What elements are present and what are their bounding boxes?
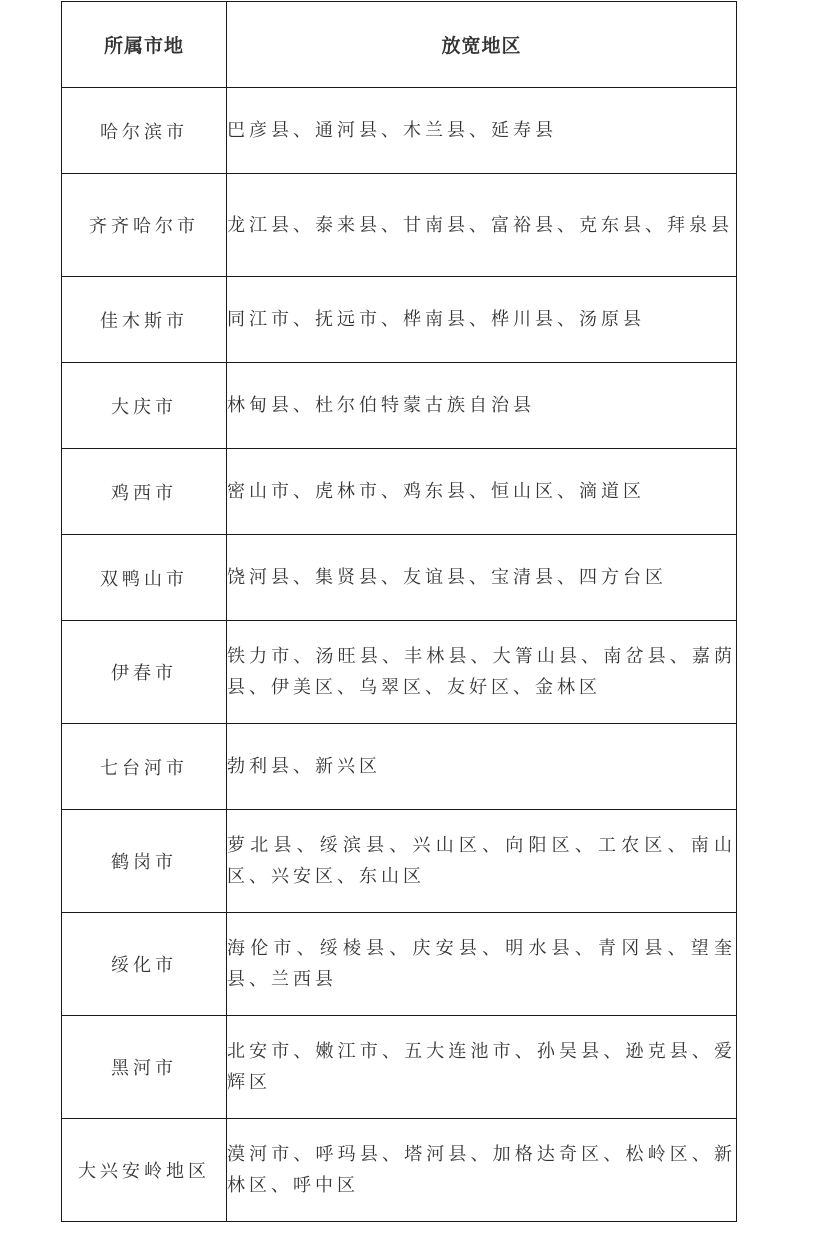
areas-cell: 萝北县、绥滨县、兴山区、向阳区、工农区、南山区、兴安区、东山区	[227, 810, 737, 913]
table-row	[62, 449, 737, 535]
table-row	[62, 363, 737, 449]
city-cell: 佳木斯市	[62, 277, 227, 363]
city-cell: 双鸭山市	[62, 535, 227, 621]
table-row	[62, 277, 737, 363]
areas-cell: 密山市、虎林市、鸡东县、恒山区、滴道区	[227, 449, 737, 535]
header-areas: 放宽地区	[227, 2, 737, 88]
region-table	[61, 1, 737, 1222]
areas-cell: 漠河市、呼玛县、塔河县、加格达奇区、松岭区、新林区、呼中区	[227, 1119, 737, 1222]
table-row	[62, 913, 737, 1016]
header-city: 所属市地	[62, 2, 227, 88]
areas-cell: 龙江县、泰来县、甘南县、富裕县、克东县、拜泉县	[227, 174, 737, 277]
table-row	[62, 88, 737, 174]
areas-cell: 林甸县、杜尔伯特蒙古族自治县	[227, 363, 737, 449]
areas-cell: 海伦市、绥棱县、庆安县、明水县、青冈县、望奎县、兰西县	[227, 913, 737, 1016]
table-row	[62, 810, 737, 913]
city-cell: 伊春市	[62, 621, 227, 724]
areas-cell: 饶河县、集贤县、友谊县、宝清县、四方台区	[227, 535, 737, 621]
city-cell: 绥化市	[62, 913, 227, 1016]
city-cell: 哈尔滨市	[62, 88, 227, 174]
table-row	[62, 1016, 737, 1119]
areas-cell: 巴彦县、通河县、木兰县、延寿县	[227, 88, 737, 174]
table-row	[62, 535, 737, 621]
city-cell: 鹤岗市	[62, 810, 227, 913]
table-row	[62, 1119, 737, 1222]
city-cell: 大兴安岭地区	[62, 1119, 227, 1222]
city-cell: 齐齐哈尔市	[62, 174, 227, 277]
areas-cell: 铁力市、汤旺县、丰林县、大箐山县、南岔县、嘉荫县、伊美区、乌翠区、友好区、金林区	[227, 621, 737, 724]
city-cell: 大庆市	[62, 363, 227, 449]
areas-cell: 同江市、抚远市、桦南县、桦川县、汤原县	[227, 277, 737, 363]
table-header-row	[62, 2, 737, 88]
table-row	[62, 621, 737, 724]
city-cell: 黑河市	[62, 1016, 227, 1119]
city-cell: 七台河市	[62, 724, 227, 810]
table-row	[62, 724, 737, 810]
city-cell: 鸡西市	[62, 449, 227, 535]
table-row	[62, 174, 737, 277]
areas-cell: 北安市、嫩江市、五大连池市、孙吴县、逊克县、爱辉区	[227, 1016, 737, 1119]
areas-cell: 勃利县、新兴区	[227, 724, 737, 810]
